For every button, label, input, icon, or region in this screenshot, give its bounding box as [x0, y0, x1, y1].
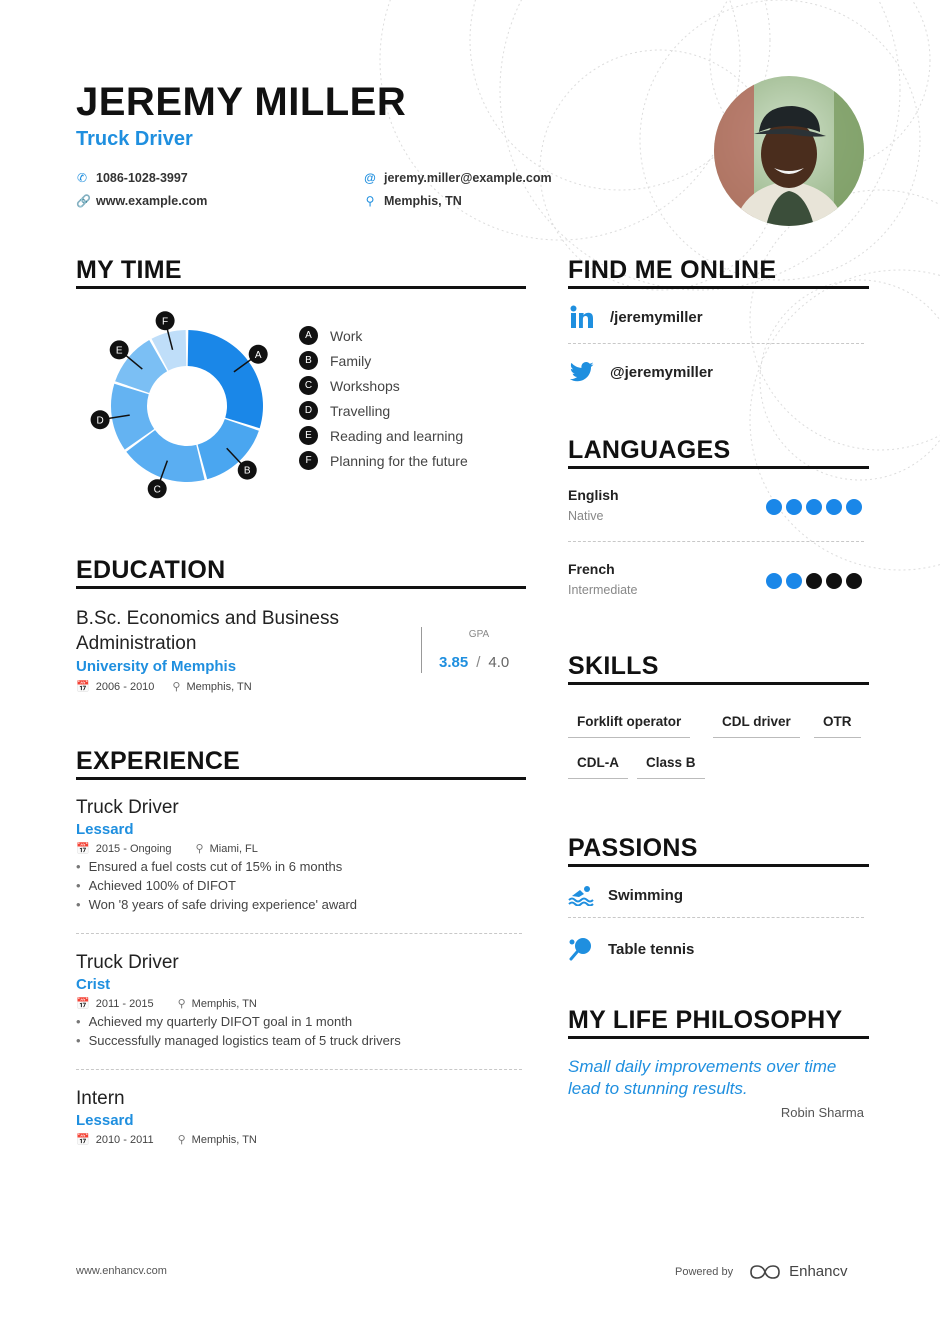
passion-item: [568, 936, 694, 962]
candidate-title: Truck Driver: [76, 128, 193, 150]
website-link[interactable]: www.example.com: [96, 194, 208, 208]
rating-dot-empty: [846, 573, 862, 589]
calendar-icon: 📅: [76, 843, 90, 855]
enhancv-brand-name: Enhancv: [789, 1263, 848, 1280]
location-text: Memphis, TN: [384, 194, 462, 208]
skill-tag: CDL-A: [568, 755, 628, 779]
rating-dot-empty: [806, 573, 822, 589]
rating-dot-filled: [786, 573, 802, 589]
legend-letter-badge: A: [299, 326, 318, 345]
degree-line-1: B.Sc. Economics and Business: [76, 608, 339, 629]
philosophy-heading: MY LIFE PHILOSOPHY: [568, 1006, 869, 1039]
skill-tag: OTR: [814, 714, 861, 738]
donut-callout-label: E: [115, 345, 123, 357]
gpa-score: 3.85: [439, 654, 469, 671]
avatar: [714, 76, 864, 226]
job-location: Memphis, TN: [191, 997, 257, 1010]
job-meta: [76, 842, 526, 855]
rating-dot-filled: [766, 499, 782, 515]
gpa-max: 4.0: [488, 654, 510, 671]
donut-callout-label: D: [96, 415, 104, 427]
rating-dot-filled: [806, 499, 822, 515]
ping-pong-icon: [568, 936, 594, 962]
job-location: Miami, FL: [209, 842, 258, 855]
donut-callout-label: B: [243, 465, 251, 477]
rating-dot-filled: [846, 499, 862, 515]
education-meta: [76, 680, 406, 693]
location-pin-icon: ⚲: [172, 681, 181, 693]
calendar-icon: 📅: [76, 1134, 90, 1146]
school-name: University of Memphis: [76, 658, 237, 675]
legend-label: Planning for the future: [330, 452, 468, 469]
donut-slice-a: [188, 330, 263, 428]
online-divider: [568, 343, 864, 344]
legend-item: [299, 423, 468, 448]
location-pin-icon: ⚲: [177, 998, 186, 1010]
link-icon: 🔗: [76, 194, 91, 208]
passion-label: Table tennis: [608, 940, 695, 958]
job-bullet: • Ensured a fuel costs cut of 15% in 6 months: [76, 859, 343, 874]
legend-letter-badge: D: [299, 401, 318, 420]
legend-letter-badge: F: [299, 451, 318, 470]
quote-line-2: lead to stunning results.: [568, 1079, 748, 1098]
job-company: Lessard: [76, 821, 134, 838]
passion-label: Swimming: [608, 886, 684, 904]
location-pin-icon: ⚲: [195, 843, 204, 855]
legend-item: [299, 323, 468, 348]
swimmer-icon: [568, 884, 594, 906]
job-bullet: • Achieved my quarterly DIFOT goal in 1 month: [76, 1014, 353, 1029]
rating-dot-filled: [766, 573, 782, 589]
job-title: Intern: [76, 1088, 125, 1109]
job-company: Lessard: [76, 1112, 134, 1129]
legend-letter-badge: B: [299, 351, 318, 370]
job-meta: [76, 997, 526, 1010]
rating-dot-filled: [826, 499, 842, 515]
job-dates: 2011 - 2015: [95, 997, 154, 1010]
education-dates: 2006 - 2010: [95, 680, 155, 693]
job-title: Truck Driver: [76, 797, 179, 818]
language-divider: [568, 541, 864, 542]
degree-line-2: Administration: [76, 633, 197, 654]
legend-item: [299, 373, 468, 398]
legend-label: Workshops: [330, 377, 400, 394]
twitter-link[interactable]: [570, 361, 713, 383]
phone-contact: [76, 171, 188, 185]
job-bullet: • Successfully managed logistics team of 5 truck drivers: [76, 1033, 401, 1048]
skill-tag: Class B: [637, 755, 705, 779]
linkedin-icon: [570, 305, 594, 329]
my-time-heading: MY TIME: [76, 256, 526, 289]
email-contact: [364, 171, 552, 185]
gpa-separator: /: [476, 654, 481, 671]
language-level: Native: [568, 509, 604, 523]
calendar-icon: 📅: [76, 681, 90, 693]
footer-powered-by: [675, 1263, 847, 1280]
passions-heading: PASSIONS: [568, 834, 869, 867]
job-dates: 2010 - 2011: [95, 1133, 154, 1146]
skill-tag: Forklift operator: [568, 714, 690, 738]
linkedin-handle[interactable]: /jeremymiller: [610, 308, 703, 326]
footer-site-link[interactable]: www.enhancv.com: [76, 1265, 167, 1277]
language-rating: [766, 573, 862, 589]
my-time-donut-chart: [90, 305, 280, 505]
job-entry: [76, 952, 526, 1050]
location-pin-icon: ⚲: [177, 1134, 186, 1146]
enhancv-logo[interactable]: [749, 1263, 847, 1280]
languages-heading: LANGUAGES: [568, 436, 869, 469]
quote-author: Robin Sharma: [780, 1105, 864, 1120]
legend-item: [299, 398, 468, 423]
powered-by-label: Powered by: [675, 1265, 734, 1278]
job-meta: [76, 1133, 526, 1146]
donut-callout-label: F: [162, 316, 169, 328]
legend-letter-badge: E: [299, 426, 318, 445]
passion-item: [568, 884, 683, 906]
twitter-icon: [570, 361, 594, 383]
legend-item: [299, 348, 468, 373]
language-level: Intermediate: [568, 583, 638, 597]
education-heading: EDUCATION: [76, 556, 526, 589]
experience-heading: EXPERIENCE: [76, 747, 526, 780]
enhancv-logo-icon: [749, 1264, 781, 1280]
calendar-icon: 📅: [76, 998, 90, 1010]
job-entry: [76, 797, 526, 914]
job-divider: [76, 1069, 522, 1070]
find-me-online-heading: FIND ME ONLINE: [568, 256, 869, 289]
gpa-divider: [421, 627, 422, 673]
philosophy-quote: [568, 1056, 868, 1100]
language-rating: [766, 499, 862, 515]
job-dates: 2015 - Ongoing: [95, 842, 172, 855]
at-icon: @: [364, 171, 376, 185]
candidate-name: JEREMY MILLER: [76, 80, 407, 124]
my-time-legend: [299, 323, 468, 473]
website-contact: [76, 194, 207, 208]
passion-divider: [568, 917, 864, 918]
legend-item: [299, 448, 468, 473]
job-title: Truck Driver: [76, 952, 179, 973]
location-pin-icon: ⚲: [365, 194, 375, 208]
job-divider: [76, 933, 522, 934]
job-location: Memphis, TN: [191, 1133, 257, 1146]
quote-line-1: Small daily improvements over time: [568, 1057, 837, 1076]
job-entry: [76, 1088, 526, 1146]
skills-heading: SKILLS: [568, 652, 869, 685]
gpa-value: [439, 654, 509, 671]
legend-label: Reading and learning: [330, 427, 464, 444]
phone-icon: ✆: [76, 171, 88, 185]
job-bullet: • Achieved 100% of DIFOT: [76, 878, 236, 893]
legend-letter-badge: C: [299, 376, 318, 395]
twitter-handle[interactable]: @jeremymiller: [610, 363, 714, 381]
education-location: Memphis, TN: [186, 680, 252, 693]
language-name: French: [568, 561, 615, 577]
donut-callout-label: C: [153, 484, 161, 496]
rating-dot-filled: [786, 499, 802, 515]
donut-callout-label: A: [254, 349, 262, 361]
legend-label: Work: [330, 327, 363, 344]
gpa-label: GPA: [468, 629, 490, 640]
job-company: Crist: [76, 976, 111, 993]
job-bullet: • Won '8 years of safe driving experience' award: [76, 897, 358, 912]
linkedin-link[interactable]: [570, 305, 703, 329]
legend-label: Travelling: [330, 402, 391, 419]
language-item: [568, 561, 637, 597]
skill-tag: CDL driver: [713, 714, 800, 738]
location-contact: [364, 194, 462, 208]
rating-dot-empty: [826, 573, 842, 589]
language-name: English: [568, 487, 619, 503]
language-item: [568, 487, 619, 523]
phone-number: 1086-1028-3997: [96, 171, 188, 185]
legend-label: Family: [330, 352, 372, 369]
education-entry: [76, 606, 406, 693]
email-address[interactable]: jeremy.miller@example.com: [384, 171, 552, 185]
